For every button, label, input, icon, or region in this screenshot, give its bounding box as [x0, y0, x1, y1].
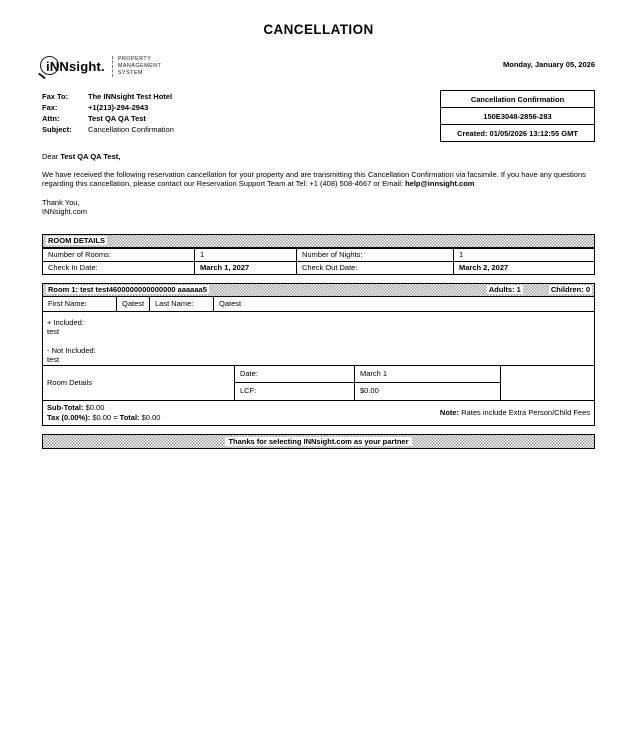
greeting-prefix: Dear — [42, 152, 61, 161]
attn-row — [42, 113, 174, 124]
included-value: test — [47, 326, 60, 336]
closing-line: Thank You, — [42, 197, 80, 207]
fax-to-row — [42, 91, 174, 102]
greeting-name: Test QA QA Test, — [60, 152, 121, 161]
room-details-header-bar — [42, 234, 595, 248]
subject-row — [42, 124, 174, 135]
rate-value-column — [355, 366, 501, 400]
total-label: Total: — [119, 412, 140, 422]
letter-paragraph — [42, 170, 595, 189]
footer-message: Thanks for selecting INNsight.com as your partner — [225, 437, 411, 446]
room1-header-bar — [42, 283, 595, 297]
fax-to-label: Fax To: — [42, 92, 69, 101]
fax-number-value: +1(213)-294-2943 — [88, 103, 149, 112]
room-summary-table — [42, 248, 595, 275]
innsight-logo — [42, 48, 161, 84]
subtotal-label: Sub-Total: — [47, 402, 84, 412]
fax-header-section — [42, 91, 595, 142]
letter-body-section — [42, 152, 595, 217]
not-included-value: test — [47, 354, 60, 364]
lcf-value: $0.00 — [360, 385, 379, 395]
check-in-value: March 1, 2027 — [195, 261, 297, 274]
subject-label: Subject: — [42, 125, 72, 134]
first-name-label: First Name: — [43, 297, 117, 311]
rate-rows — [43, 366, 594, 401]
check-in-label: Check In Date: — [43, 261, 195, 274]
fax-number-row — [42, 102, 174, 113]
letter-text: We have received the following reservation cancellation for your property and are transmitting this Cancellation Confirmation via facsimile. If you have any questions regarding this cancellation, please contact our Reservation Support Team at Tel: +1 (408) 508-4667 or Email: — [42, 169, 586, 188]
footer-bar — [42, 434, 595, 449]
fax-header-block — [42, 91, 174, 135]
included-label: + Included: — [47, 317, 84, 327]
table-row — [43, 248, 595, 261]
fax-number-label: Fax: — [42, 103, 58, 112]
first-name-value: Qatest — [117, 297, 150, 311]
greeting-line — [42, 152, 595, 162]
room-details-section — [42, 234, 595, 275]
note-label: Note: — [439, 408, 460, 417]
logo-mark — [42, 59, 105, 74]
room1-children: Children: 0 — [550, 285, 590, 294]
included-section — [43, 312, 594, 366]
spacer — [47, 336, 590, 346]
page-title: CANCELLATION — [263, 22, 374, 37]
tax-value: $0.00 — [92, 412, 112, 422]
lcf-label: LCF: — [240, 385, 257, 395]
date-label: Date: — [235, 366, 354, 383]
guest-name-row — [43, 297, 594, 312]
confirmation-box-title: Cancellation Confirmation — [441, 91, 594, 108]
last-name-value: Qatest — [219, 298, 242, 308]
document-date: Monday, January 05, 2026 — [503, 60, 595, 69]
logo-brand-text: iNNsight. — [46, 58, 105, 74]
totals-block — [47, 403, 160, 423]
confirmation-created: Created: 01/05/2026 13:12:55 GMT — [457, 128, 578, 138]
equals-sign: = — [113, 412, 118, 422]
brand-row — [42, 48, 595, 84]
number-of-rooms-value: 1 — [195, 248, 297, 261]
rates-note — [440, 408, 590, 417]
fax-to-value: The INNsight Test Hotel — [88, 92, 173, 101]
table-row — [43, 261, 595, 274]
number-of-rooms-label: Number of Rooms: — [43, 248, 195, 261]
signature-line: INNsight.com — [42, 207, 88, 216]
confirmation-number: 150E3048-2856-283 — [441, 108, 594, 125]
tax-total-line — [47, 413, 160, 423]
support-email: help@innsight.com — [405, 179, 475, 188]
not-included-label: - Not Included: — [47, 345, 96, 355]
empty-cell — [501, 366, 594, 400]
logo-tagline-line: PROPERTY — [117, 55, 152, 62]
room-details-cell: Room Details — [43, 366, 235, 400]
confirmation-box — [440, 90, 595, 142]
room1-section — [42, 283, 595, 426]
fax-document — [42, 22, 595, 449]
magnifier-icon — [40, 56, 59, 75]
logo-tagline — [112, 56, 161, 77]
total-value: $0.00 — [141, 412, 161, 422]
subtotal-value: $0.00 — [85, 402, 105, 412]
room1-guest-table — [42, 297, 595, 426]
room1-adults: Adults: 1 — [488, 285, 521, 294]
rate-label-column — [235, 366, 355, 400]
number-of-nights-value: 1 — [454, 248, 595, 261]
subject-value: Cancellation Confirmation — [88, 125, 174, 134]
check-out-value: March 2, 2027 — [454, 261, 595, 274]
tax-label: Tax (0.00%): — [47, 412, 91, 422]
logo-tagline-line: MANAGEMENT — [117, 62, 162, 69]
totals-row — [43, 401, 594, 425]
check-out-label: Check Out Date: — [297, 261, 454, 274]
room1-title: Room 1: test test4600000000000000 aaaaaa5 — [48, 285, 207, 294]
attn-value: Test QA QA Test — [88, 114, 146, 123]
number-of-nights-label: Number of Nights: — [297, 248, 454, 261]
attn-label: Attn: — [42, 114, 60, 123]
logo-tagline-line: SYSTEM — [117, 69, 143, 76]
last-name-label: Last Name: — [150, 297, 214, 311]
room-details-header: ROOM DETAILS — [48, 236, 105, 245]
subtotal-line — [47, 403, 160, 413]
date-value: March 1 — [355, 366, 500, 383]
note-text: Rates include Extra Person/Child Fees — [461, 408, 590, 417]
